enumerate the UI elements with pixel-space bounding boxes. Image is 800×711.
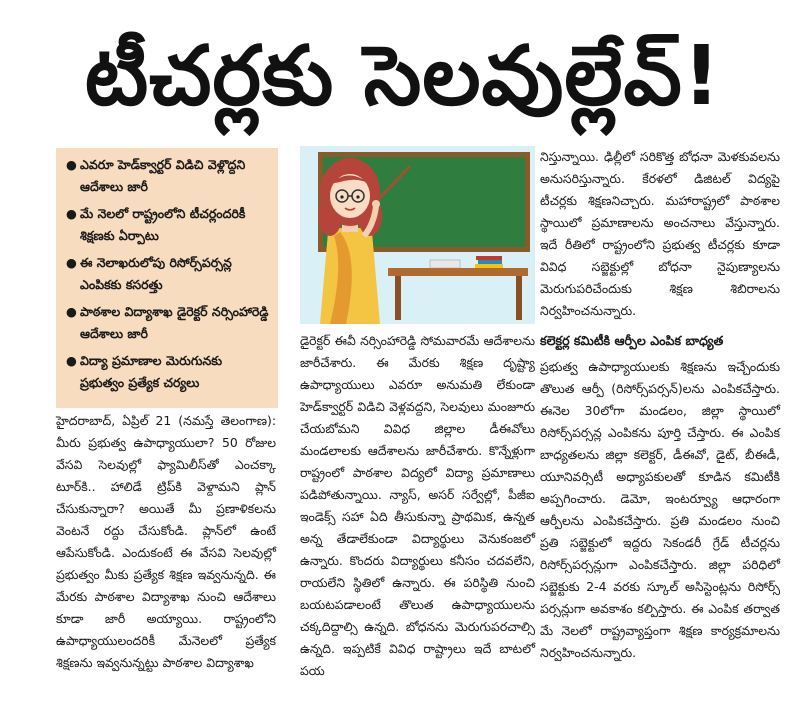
teacher-illustration [300, 146, 535, 324]
article-column-right [540, 146, 780, 664]
highlight-item [66, 203, 270, 246]
bullet-icon: ● [66, 255, 77, 270]
highlight-item [66, 252, 270, 295]
article-paragraph: నిస్తున్నాయి. ఢిల్లీలో సరికొత్త బోధనా మెళకువలను అనుసరిస్తున్నారు. కేరళలో డిజిటల్ విద్యపై టీచర్లకు శిక్షణనిచ్చారు. మహారాష్ట్రలో పాఠశాల స్థాయిలో ప్రమాణాలను అంచనాలు వేస్తున్నారు. ఇదే రీతిలో రాష్ట్రంలోని ప్రభుత్వ టీచర్లకు కూడా వివిధ సబ్జెక్టుల్లో బోధనా నైపుణ్యాలను మెరుగుపరిచేందుకు శిక్షణ శిబిరాలను నిర్వహించనున్నారు. [540, 149, 780, 318]
bullet-icon: ● [66, 353, 77, 368]
headline: టీచర్లకు సెలవుల్లేవ్! [84, 29, 722, 124]
article-paragraph: ప్రభుత్వ ఉపాధ్యాయులకు శిక్షణను ఇచ్చేందుకు తొలుత ఆర్పీ (రిసోర్స్‌పర్సన్)లను ఎంపికచేస్తారు. ఈనెల 30లోగా మండలం, జిల్లా స్థాయిలో రిసోర్స్‌పర్సన్ల ఎంపికను పూర్తి చేస్తారు. ఈ ఎంపిక బాధ్యతలను జిల్లా కలెక్టర్, డీఈవో, డైట్, బీఈడీ, యూనివర్సిటీ అధ్యాపకులతో కూడిన కమిటీకి అప్పగించారు. డెమో, ఇంటర్వ్యూ ఆధారంగా ఆర్పీలను ఎంపికచేస్తారు. ప్రతి మండలం నుంచి ప్రతి సబ్జెక్టులో ఇద్దరు సెకండరీ గ్రేడ్ టీచర్లను రిసోర్స్‌పర్సన్లుగా ఎంపికచేస్తారు. జిల్లా పరిధిలో సబ్జెక్టుకు 2-4 వరకు స్కూల్ అసిస్టెంట్లను రిసోర్స్ పర్సన్లుగా అవకాశం కల్పిస్తారు. ఈ ఎంపిక తర్వాత మే నెలలో రాష్ట్రవ్యాప్తంగా శిక్షణ కార్యక్రమాలను నిర్వహించనున్నారు. [540, 359, 780, 660]
bullet-icon: ● [66, 206, 77, 221]
highlight-item [66, 301, 270, 344]
article-column-left [56, 410, 276, 674]
highlights-box [56, 148, 278, 408]
highlight-text: విద్యా ప్రమాణాల మెరుగునకు ప్రభుత్వం ప్రత్యేక చర్యలు [80, 353, 223, 390]
highlight-text: ఈ నెలాఖరులోపు రిసోర్స్‌పర్సన్ల ఎంపికకు కసరత్తు [80, 255, 232, 292]
article-paragraph: డైరెక్టర్ ఈవీ నర్సింహారెడ్డి సోమవారమే ఆదేశాలను జారీచేశారు. ఈ మేరకు శిక్షణ దృష్ట్యా ఉపాధ్యాయులు ఎవరూ అనుమతి లేకుండా హెడ్‌క్వార్టర్ విడిచి వెళ్లవద్దని, సెలవులు మంజూరు చేయబోమని వివిధ జిల్లాల డీఈవోలు మండలాలకు ఆదేశాలను జారీచేశారు. కొన్నేళ్లుగా రాష్ట్రంలో పాఠశాల విద్యలో విద్యా ప్రమాణాలు పడిపోతున్నాయి. న్యాస్, అసర్ సర్వేల్లో, పీజీఐ ఇండెక్స్ సహా ఏది తీసుకున్నా ప్రాథమిక, ఉన్నత అన్న తేడాలేకుండా విద్యార్థులు వెనుకంజలో ఉన్నారు. కొందరు విద్యార్థులు కనీసం చదవలేని, రాయలేని స్థితిలో ఉన్నారు. ఈ పరిస్థితి నుంచి బయటపడాలంటే తొలుత ఉపాధ్యాయులను చక్కదిద్దాల్సి ఉన్నది. బోధనను మెరుగుపరచాల్సి ఉన్నది. ఇప్పటికే వివిధ రాష్ట్రాలు ఇదే బాటలో పయ [300, 333, 535, 678]
article-paragraph: హైదరాబాద్, ఏప్రిల్ 21 (నమస్తే తెలంగాణ): మీరు ప్రభుత్వ ఉపాధ్యాయులా? 50 రోజుల వేసవి సెలవుల్లో ఫ్యామిలీస్‌తో ఎంచక్కా టూర్‌కి.. హాలిడే ట్రిప్‌కి వెళ్దామని ప్లాన్ చేసుకున్నారా? అయితే మీ ప్రణాళికలను వెంటనే రద్దు చేసుకోండి. ప్లాన్‌లో ఉంటే ఆపేసుకోండి. ఎందుకంటే ఈ వేసవి సెలవుల్లో ప్రభుత్వం మీకు ప్రత్యేక శిక్షణ ఇవ్వనున్నది. ఈ మేరకు పాఠశాల విద్యాశాఖ నుంచి ఆదేశాలు కూడా జారీ అయ్యాయి. రాష్ట్రంలోని ఉపాధ్యాయులందరికీ మేనెలలో ప్రత్యేక శిక్షణను ఇవ్వనున్నట్టు పాఠశాల విద్యాశాఖ [56, 413, 276, 670]
highlight-text: పాఠశాల విద్యాశాఖ డైరెక్టర్ నర్సింహారెడ్డి ఆదేశాలు జారీ [80, 304, 269, 341]
bullet-icon: ● [66, 304, 77, 319]
highlight-text: మే నెలలో రాష్ట్రంలోని టీచర్లందరికీ శిక్షణకు ఏర్పాటు [80, 206, 246, 243]
section-subheading: కలెక్టర్ల కమిటీకి ఆర్పీల ఎంపిక బాధ్యత [540, 333, 724, 348]
highlight-item [66, 350, 270, 393]
bullet-icon: ● [66, 157, 77, 172]
highlight-text: ఎవరూ హెడ్‌క్వార్టర్ విడిచి వెళ్లొద్దని ఆదేశాలు జారీ [80, 157, 246, 194]
highlight-item [66, 154, 270, 197]
article-column-middle [300, 330, 535, 682]
